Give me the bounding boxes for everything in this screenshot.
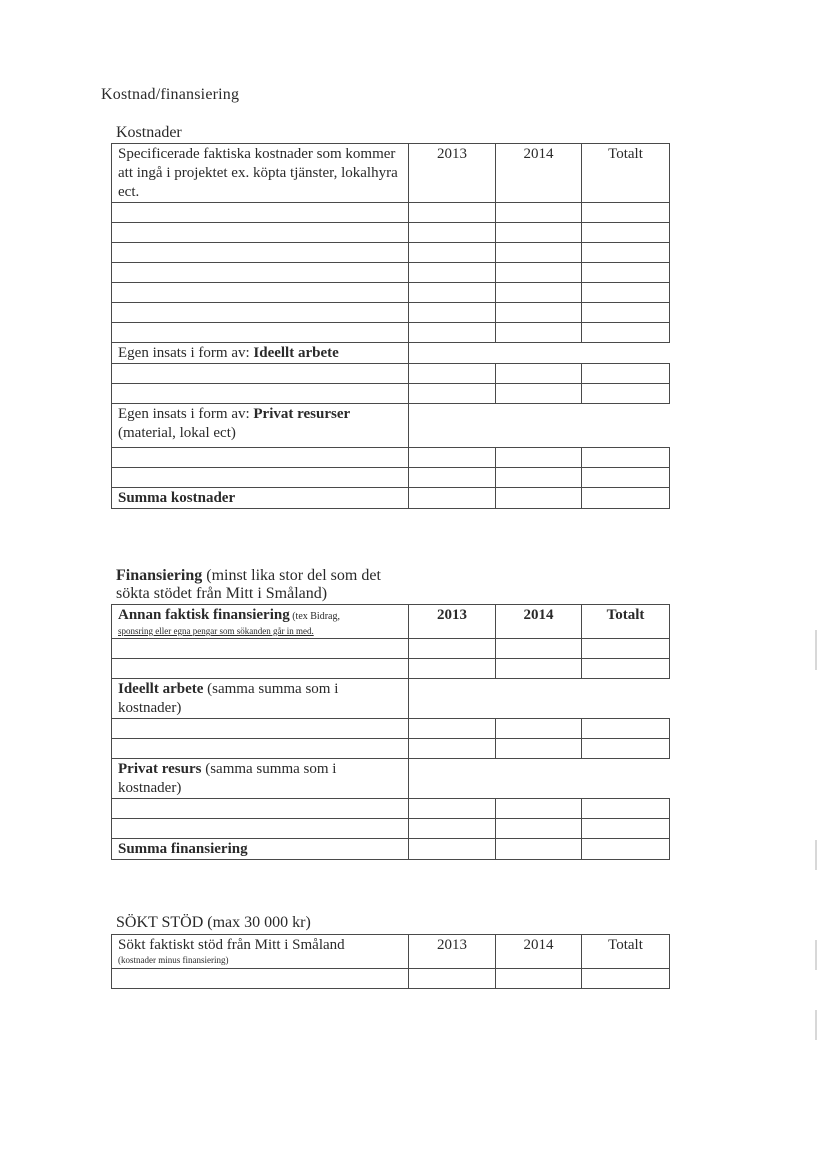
entry-cell[interactable] xyxy=(582,468,670,488)
entry-cell[interactable] xyxy=(496,283,582,303)
entry-cell[interactable] xyxy=(112,819,409,839)
entry-cell[interactable] xyxy=(582,739,670,759)
finansiering-ideellt-entry-2 xyxy=(112,739,670,759)
fin-privat-rest: (samma summa som i kostnader) xyxy=(118,761,337,796)
finansiering-privat-label xyxy=(112,759,409,799)
kostnader-entry-row-5 xyxy=(112,283,670,303)
ideellt-prefix: Egen insats i form av: xyxy=(118,345,254,361)
entry-cell[interactable] xyxy=(582,243,670,263)
entry-cell[interactable] xyxy=(409,488,496,509)
fin-ideellt-rest: (samma summa som i kostnader) xyxy=(118,681,339,716)
entry-cell[interactable] xyxy=(112,969,409,989)
finansiering-ideellt-label xyxy=(112,679,409,719)
entry-cell[interactable] xyxy=(582,839,670,860)
entry-cell[interactable] xyxy=(409,659,496,679)
kostnader-entry-row-1 xyxy=(112,203,670,223)
entry-cell[interactable] xyxy=(409,384,496,404)
kostnader-privat-row xyxy=(112,404,670,448)
annan-finansiering-note: (tex Bidrag, xyxy=(289,611,340,622)
finansiering-header-desc xyxy=(112,605,409,639)
entry-cell[interactable] xyxy=(112,364,409,384)
sokt-stod-entry-row xyxy=(112,969,670,989)
entry-cell[interactable] xyxy=(112,639,409,659)
kostnader-privat-label xyxy=(112,404,409,448)
kostnader-col-totalt: Totalt xyxy=(582,144,670,203)
entry-cell[interactable] xyxy=(496,243,582,263)
entry-cell[interactable] xyxy=(496,364,582,384)
entry-cell[interactable] xyxy=(582,819,670,839)
entry-cell[interactable] xyxy=(112,719,409,739)
entry-cell[interactable] xyxy=(409,468,496,488)
kostnader-entry-row-2 xyxy=(112,223,670,243)
annan-finansiering-note2: sponsring eller egna pengar som sökanden går in med. xyxy=(118,626,314,636)
entry-cell[interactable] xyxy=(112,223,409,243)
entry-cell[interactable] xyxy=(409,799,496,819)
merged-blank xyxy=(409,343,670,364)
merged-blank xyxy=(409,404,670,448)
finansiering-ideellt-entry-1 xyxy=(112,719,670,739)
scan-mark xyxy=(815,840,817,870)
entry-cell[interactable] xyxy=(409,719,496,739)
kostnader-ideellt-label xyxy=(112,343,409,364)
entry-cell[interactable] xyxy=(582,303,670,323)
finansiering-privat-entry-1 xyxy=(112,799,670,819)
finansiering-ideellt-row xyxy=(112,679,670,719)
privat-bold: Privat resurser xyxy=(253,406,351,422)
finansiering-entry-row-2 xyxy=(112,659,670,679)
finansiering-col-totalt: Totalt xyxy=(582,605,670,639)
entry-cell[interactable] xyxy=(582,384,670,404)
entry-cell[interactable] xyxy=(496,203,582,223)
entry-cell[interactable] xyxy=(582,799,670,819)
entry-cell[interactable] xyxy=(409,448,496,468)
entry-cell[interactable] xyxy=(496,819,582,839)
kostnader-header-desc: Specificerade faktiska kostnader som kommer att ingå i projektet ex. köpta tjänster, lokalhyra ect. xyxy=(112,144,409,203)
finansiering-privat-entry-2 xyxy=(112,819,670,839)
entry-cell[interactable] xyxy=(582,364,670,384)
entry-cell[interactable] xyxy=(496,488,582,509)
finansiering-summa-row xyxy=(112,839,670,860)
finansiering-header-row xyxy=(112,605,670,639)
finansiering-heading xyxy=(116,567,406,603)
entry-cell[interactable] xyxy=(496,659,582,679)
entry-cell[interactable] xyxy=(112,263,409,283)
fin-ideellt-bold: Ideellt arbete xyxy=(118,681,204,697)
entry-cell[interactable] xyxy=(496,223,582,243)
kostnader-summa-row xyxy=(112,488,670,509)
kostnader-col-2013: 2013 xyxy=(409,144,496,203)
entry-cell[interactable] xyxy=(112,323,409,343)
kostnader-table xyxy=(111,143,670,509)
sokt-stod-col-2013: 2013 xyxy=(409,935,496,969)
entry-cell[interactable] xyxy=(112,448,409,468)
entry-cell[interactable] xyxy=(112,303,409,323)
finansiering-privat-row xyxy=(112,759,670,799)
entry-cell[interactable] xyxy=(112,468,409,488)
entry-cell[interactable] xyxy=(496,639,582,659)
entry-cell[interactable] xyxy=(582,263,670,283)
finansiering-col-2013: 2013 xyxy=(409,605,496,639)
entry-cell[interactable] xyxy=(496,739,582,759)
entry-cell[interactable] xyxy=(496,468,582,488)
sokt-stod-table xyxy=(111,934,670,989)
sokt-stod-note: (kostnader minus finansiering) xyxy=(118,955,229,965)
entry-cell[interactable] xyxy=(409,223,496,243)
entry-cell[interactable] xyxy=(409,243,496,263)
fin-privat-bold: Privat resurs xyxy=(118,761,202,777)
merged-blank xyxy=(409,679,670,719)
entry-cell[interactable] xyxy=(409,969,496,989)
entry-cell[interactable] xyxy=(409,739,496,759)
entry-cell[interactable] xyxy=(112,659,409,679)
sokt-stod-col-2014: 2014 xyxy=(496,935,582,969)
kostnader-heading: Kostnader xyxy=(116,124,182,141)
kostnader-entry-row-6 xyxy=(112,303,670,323)
entry-cell[interactable] xyxy=(496,263,582,283)
sokt-stod-desc: Sökt faktiskt stöd från Mitt i Småland xyxy=(118,937,345,953)
entry-cell[interactable] xyxy=(409,283,496,303)
merged-blank xyxy=(409,759,670,799)
entry-cell[interactable] xyxy=(582,223,670,243)
scan-mark xyxy=(815,940,817,970)
entry-cell[interactable] xyxy=(112,283,409,303)
entry-cell[interactable] xyxy=(409,203,496,223)
finansiering-heading-bold: Finansiering xyxy=(116,567,203,584)
entry-cell[interactable] xyxy=(112,203,409,223)
scan-mark xyxy=(815,1010,817,1040)
entry-cell[interactable] xyxy=(582,969,670,989)
sokt-stod-heading: SÖKT STÖD (max 30 000 kr) xyxy=(116,914,311,931)
kostnader-entry-row-3 xyxy=(112,243,670,263)
entry-cell[interactable] xyxy=(582,639,670,659)
privat-prefix: Egen insats i form av: xyxy=(118,406,254,422)
finansiering-heading-rest: (minst lika stor del som det sökta stödet från Mitt i Småland) xyxy=(116,567,381,602)
entry-cell[interactable] xyxy=(496,448,582,468)
entry-cell[interactable] xyxy=(112,799,409,819)
annan-finansiering-bold: Annan faktisk finansiering xyxy=(118,607,290,623)
finansiering-entry-row-1 xyxy=(112,639,670,659)
sokt-stod-col-totalt: Totalt xyxy=(582,935,670,969)
entry-cell[interactable] xyxy=(496,719,582,739)
page-title: Kostnad/finansiering xyxy=(101,86,240,103)
entry-cell[interactable] xyxy=(112,739,409,759)
entry-cell[interactable] xyxy=(496,969,582,989)
entry-cell[interactable] xyxy=(582,659,670,679)
ideellt-bold: Ideellt arbete xyxy=(253,345,339,361)
entry-cell[interactable] xyxy=(409,323,496,343)
entry-cell[interactable] xyxy=(409,639,496,659)
entry-cell[interactable] xyxy=(496,839,582,860)
scan-mark xyxy=(815,630,817,670)
entry-cell[interactable] xyxy=(112,384,409,404)
sokt-stod-header-row xyxy=(112,935,670,969)
entry-cell[interactable] xyxy=(496,384,582,404)
kostnader-privat-entry-1 xyxy=(112,448,670,468)
kostnader-col-2014: 2014 xyxy=(496,144,582,203)
entry-cell[interactable] xyxy=(582,203,670,223)
summa-finansiering-label: Summa finansiering xyxy=(112,839,409,860)
finansiering-col-2014: 2014 xyxy=(496,605,582,639)
entry-cell[interactable] xyxy=(582,283,670,303)
kostnader-privat-entry-2 xyxy=(112,468,670,488)
kostnader-entry-row-7 xyxy=(112,323,670,343)
kostnader-header-row xyxy=(112,144,670,203)
entry-cell[interactable] xyxy=(496,303,582,323)
kostnader-ideellt-entry-1 xyxy=(112,364,670,384)
entry-cell[interactable] xyxy=(496,799,582,819)
sokt-stod-header-desc xyxy=(112,935,409,969)
entry-cell[interactable] xyxy=(409,839,496,860)
finansiering-table xyxy=(111,604,670,860)
entry-cell[interactable] xyxy=(409,263,496,283)
entry-cell[interactable] xyxy=(496,323,582,343)
entry-cell[interactable] xyxy=(582,719,670,739)
entry-cell[interactable] xyxy=(409,364,496,384)
entry-cell[interactable] xyxy=(582,323,670,343)
kostnader-ideellt-entry-2 xyxy=(112,384,670,404)
entry-cell[interactable] xyxy=(112,243,409,263)
kostnader-entry-row-4 xyxy=(112,263,670,283)
entry-cell[interactable] xyxy=(409,819,496,839)
summa-kostnader-label: Summa kostnader xyxy=(112,488,409,509)
kostnader-ideellt-row xyxy=(112,343,670,364)
entry-cell[interactable] xyxy=(582,448,670,468)
privat-note: (material, lokal ect) xyxy=(118,425,236,441)
entry-cell[interactable] xyxy=(582,488,670,509)
entry-cell[interactable] xyxy=(409,303,496,323)
